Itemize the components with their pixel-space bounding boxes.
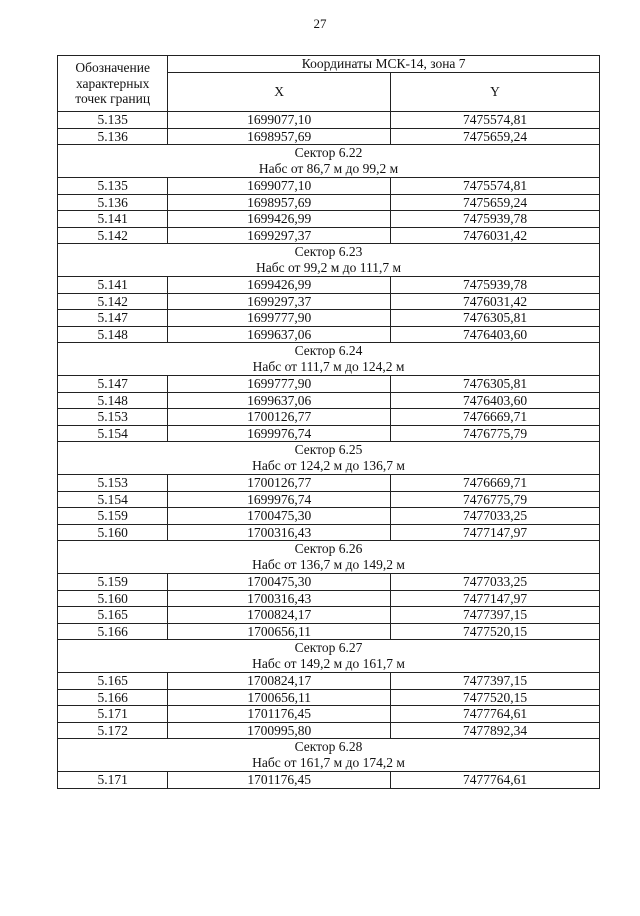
point-id-cell: 5.165	[58, 673, 168, 690]
sector-title: Сектор 6.22	[294, 145, 363, 160]
sector-title: Сектор 6.28	[294, 739, 363, 754]
point-id-cell: 5.136	[58, 128, 168, 145]
table-row	[58, 409, 600, 426]
table-row	[58, 623, 600, 640]
sector-title: Сектор 6.24	[294, 343, 363, 358]
y-coordinate-cell: 7476669,71	[391, 475, 600, 492]
x-coordinate-cell: 1699297,37	[168, 293, 391, 310]
point-id-cell: 5.165	[58, 607, 168, 624]
table-row	[58, 491, 600, 508]
table-row	[58, 524, 600, 541]
y-coordinate-cell: 7476775,79	[391, 425, 600, 442]
table-row	[58, 689, 600, 706]
y-coordinate-cell: 7477147,97	[391, 524, 600, 541]
x-header: X	[168, 73, 391, 112]
y-coordinate-cell: 7477147,97	[391, 590, 600, 607]
point-id-cell: 5.166	[58, 623, 168, 640]
point-id-cell: 5.142	[58, 227, 168, 244]
y-header: Y	[391, 73, 600, 112]
table-row	[58, 574, 600, 591]
y-coordinate-cell: 7475574,81	[391, 178, 600, 195]
point-id-cell: 5.148	[58, 326, 168, 343]
point-id-cell: 5.136	[58, 194, 168, 211]
sector-height-range: Набс от 136,7 м до 149,2 м	[252, 557, 405, 572]
x-coordinate-cell: 1701176,45	[168, 706, 391, 723]
point-id-cell: 5.147	[58, 376, 168, 393]
sector-height-range: Набс от 149,2 м до 161,7 м	[252, 656, 405, 671]
x-coordinate-cell: 1700475,30	[168, 574, 391, 591]
point-id-cell: 5.141	[58, 211, 168, 228]
x-coordinate-cell: 1699637,06	[168, 392, 391, 409]
point-id-cell: 5.171	[58, 706, 168, 723]
table-row	[58, 508, 600, 525]
y-coordinate-cell: 7477520,15	[391, 689, 600, 706]
point-id-cell: 5.154	[58, 425, 168, 442]
sector-height-range: Набс от 99,2 м до 111,7 м	[255, 260, 402, 275]
x-coordinate-cell: 1699077,10	[168, 178, 391, 195]
y-coordinate-cell: 7476775,79	[391, 491, 600, 508]
sector-height-range: Набс от 86,7 м до 99,2 м	[258, 161, 399, 176]
table-row	[58, 326, 600, 343]
y-coordinate-cell: 7476403,60	[391, 392, 600, 409]
header-row	[58, 56, 600, 73]
point-id-cell: 5.154	[58, 491, 168, 508]
table-row	[58, 178, 600, 195]
y-coordinate-cell: 7476403,60	[391, 326, 600, 343]
point-id-cell: 5.172	[58, 722, 168, 739]
sector-row	[58, 343, 600, 376]
table-body	[58, 56, 600, 789]
sector-row	[58, 145, 600, 178]
sector-row	[58, 244, 600, 277]
table-row	[58, 293, 600, 310]
sector-row	[58, 541, 600, 574]
x-coordinate-cell: 1699976,74	[168, 425, 391, 442]
point-id-cell: 5.160	[58, 590, 168, 607]
point-id-cell: 5.141	[58, 277, 168, 294]
point-id-cell: 5.135	[58, 178, 168, 195]
y-coordinate-cell: 7477764,61	[391, 772, 600, 789]
x-coordinate-cell: 1700656,11	[168, 623, 391, 640]
table-row	[58, 194, 600, 211]
x-coordinate-cell: 1699976,74	[168, 491, 391, 508]
x-coordinate-cell: 1699426,99	[168, 277, 391, 294]
y-coordinate-cell: 7475659,24	[391, 128, 600, 145]
sector-cell	[58, 442, 600, 475]
page-number: 27	[313, 16, 327, 31]
table-row	[58, 425, 600, 442]
y-coordinate-cell: 7475659,24	[391, 194, 600, 211]
x-coordinate-cell: 1700126,77	[168, 409, 391, 426]
y-coordinate-cell: 7475939,78	[391, 277, 600, 294]
y-coordinate-cell: 7476305,81	[391, 376, 600, 393]
y-coordinate-cell: 7476031,42	[391, 227, 600, 244]
table-row	[58, 722, 600, 739]
y-coordinate-cell: 7477033,25	[391, 508, 600, 525]
table-row	[58, 227, 600, 244]
sector-cell	[58, 244, 600, 277]
sector-title: Сектор 6.26	[294, 541, 363, 556]
y-coordinate-cell: 7477397,15	[391, 607, 600, 624]
y-coordinate-cell: 7475574,81	[391, 112, 600, 129]
x-coordinate-cell: 1700475,30	[168, 508, 391, 525]
sector-height-range: Набс от 124,2 м до 136,7 м	[252, 458, 405, 473]
y-coordinate-cell: 7477764,61	[391, 706, 600, 723]
table-row	[58, 590, 600, 607]
table-row	[58, 772, 600, 789]
point-id-cell: 5.147	[58, 310, 168, 327]
x-coordinate-cell: 1701176,45	[168, 772, 391, 789]
table-row	[58, 673, 600, 690]
table-row	[58, 112, 600, 129]
sector-cell	[58, 541, 600, 574]
table-row	[58, 211, 600, 228]
point-id-cell: 5.166	[58, 689, 168, 706]
sector-title: Сектор 6.25	[294, 442, 363, 457]
table-row	[58, 310, 600, 327]
y-coordinate-cell: 7476031,42	[391, 293, 600, 310]
point-id-cell: 5.153	[58, 475, 168, 492]
coordinates-header: Координаты МСК-14, зона 7	[168, 56, 600, 73]
table-row	[58, 475, 600, 492]
table-row	[58, 128, 600, 145]
sector-row	[58, 640, 600, 673]
sector-cell	[58, 343, 600, 376]
x-coordinate-cell: 1698957,69	[168, 194, 391, 211]
x-coordinate-cell: 1700316,43	[168, 524, 391, 541]
sector-cell	[58, 640, 600, 673]
x-coordinate-cell: 1699297,37	[168, 227, 391, 244]
sector-height-range: Набс от 111,7 м до 124,2 м	[252, 359, 405, 374]
y-coordinate-cell: 7476669,71	[391, 409, 600, 426]
table-row	[58, 706, 600, 723]
y-coordinate-cell: 7475939,78	[391, 211, 600, 228]
sector-cell	[58, 145, 600, 178]
table-row	[58, 277, 600, 294]
x-coordinate-cell: 1699777,90	[168, 310, 391, 327]
x-coordinate-cell: 1700824,17	[168, 607, 391, 624]
sector-cell	[58, 739, 600, 772]
x-coordinate-cell: 1699077,10	[168, 112, 391, 129]
point-id-cell: 5.142	[58, 293, 168, 310]
point-id-cell: 5.135	[58, 112, 168, 129]
x-coordinate-cell: 1700126,77	[168, 475, 391, 492]
point-id-cell: 5.148	[58, 392, 168, 409]
x-coordinate-cell: 1699637,06	[168, 326, 391, 343]
y-coordinate-cell: 7476305,81	[391, 310, 600, 327]
table-row	[58, 392, 600, 409]
x-coordinate-cell: 1700824,17	[168, 673, 391, 690]
x-coordinate-cell: 1700995,80	[168, 722, 391, 739]
sector-height-range: Набс от 161,7 м до 174,2 м	[252, 755, 405, 770]
table-row	[58, 376, 600, 393]
y-coordinate-cell: 7477520,15	[391, 623, 600, 640]
x-coordinate-cell: 1699426,99	[168, 211, 391, 228]
point-id-cell: 5.171	[58, 772, 168, 789]
coordinates-table	[57, 55, 600, 789]
table-row	[58, 607, 600, 624]
x-coordinate-cell: 1699777,90	[168, 376, 391, 393]
point-designation-header: Обозначение характерных точек границ	[58, 56, 168, 112]
point-id-cell: 5.159	[58, 508, 168, 525]
y-coordinate-cell: 7477033,25	[391, 574, 600, 591]
x-coordinate-cell: 1700656,11	[168, 689, 391, 706]
y-coordinate-cell: 7477397,15	[391, 673, 600, 690]
sector-row	[58, 739, 600, 772]
y-coordinate-cell: 7477892,34	[391, 722, 600, 739]
sector-title: Сектор 6.27	[294, 640, 363, 655]
x-coordinate-cell: 1700316,43	[168, 590, 391, 607]
x-coordinate-cell: 1698957,69	[168, 128, 391, 145]
point-id-cell: 5.153	[58, 409, 168, 426]
sector-title: Сектор 6.23	[294, 244, 363, 259]
point-id-cell: 5.160	[58, 524, 168, 541]
point-id-cell: 5.159	[58, 574, 168, 591]
sector-row	[58, 442, 600, 475]
